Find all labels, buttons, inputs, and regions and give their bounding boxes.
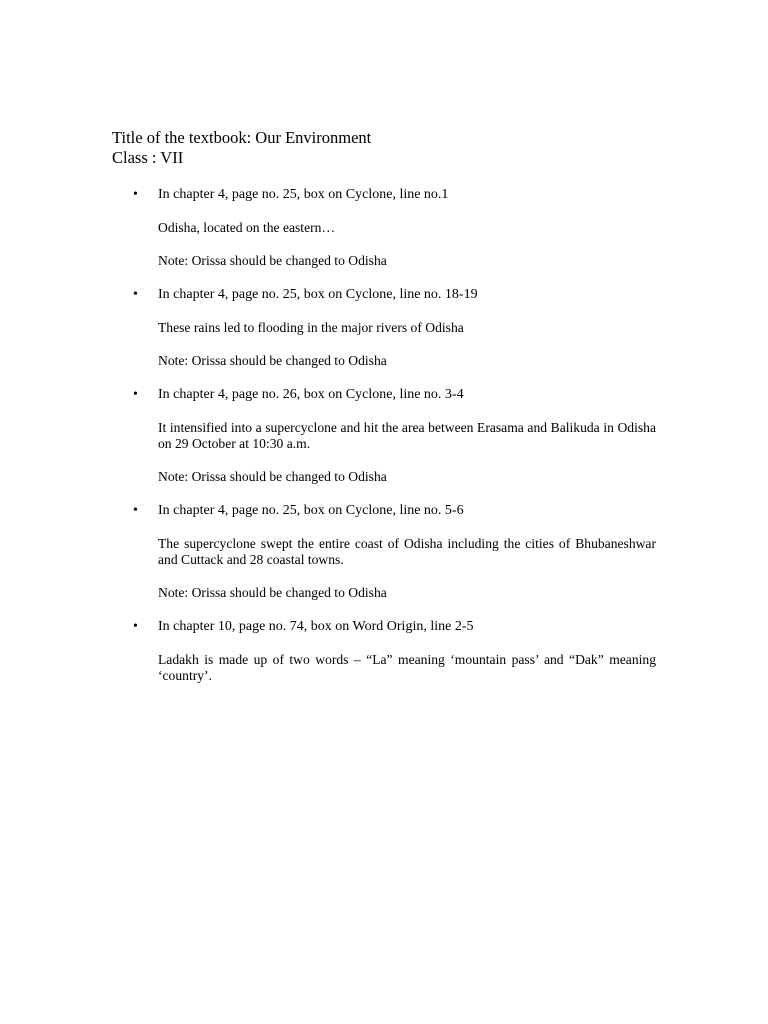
class-label: Class : VII xyxy=(112,148,184,167)
correction-item xyxy=(112,186,656,286)
bullet-icon: • xyxy=(133,619,138,634)
item-heading xyxy=(112,386,656,404)
note-line xyxy=(158,353,656,369)
item-heading xyxy=(112,618,656,636)
correction-item xyxy=(112,386,656,502)
note-label: Note: xyxy=(158,253,189,268)
textbook-title: Title of the textbook: Our Environment xyxy=(112,128,372,147)
heading-text: In chapter 4, page no. 25, box on Cyclone, line no.1 xyxy=(158,187,449,202)
item-heading xyxy=(112,286,656,304)
note-text: Orissa should be changed to Odisha xyxy=(188,353,387,368)
heading-text: In chapter 4, page no. 25, box on Cyclone, line no. 18-19 xyxy=(158,287,478,302)
heading-text: In chapter 4, page no. 26, box on Cyclone, line no. 3-4 xyxy=(158,387,464,402)
note-line xyxy=(158,585,656,601)
note-label: Note: xyxy=(158,469,189,484)
item-heading xyxy=(112,186,656,204)
quoted-text: Odisha, located on the eastern… xyxy=(158,220,336,235)
correction-list xyxy=(112,186,656,701)
quoted-text: These rains led to flooding in the major rivers of Odisha xyxy=(158,320,464,335)
bullet-icon: • xyxy=(133,387,138,402)
quoted-text: The supercyclone swept the entire coast of Odisha including the cities of Bhubaneshwar and Cuttack and 28 coastal towns. xyxy=(158,536,656,567)
note-text: Orissa should be changed to Odisha xyxy=(188,469,387,484)
bullet-icon: • xyxy=(133,187,138,202)
item-heading xyxy=(112,502,656,520)
heading-text: In chapter 4, page no. 25, box on Cyclone, line no. 5-6 xyxy=(158,503,464,518)
quoted-text: It intensified into a supercyclone and hit the area between Erasama and Balikuda in Odisha on 29 October at 10:30 a.m. xyxy=(158,420,656,451)
note-label: Note: xyxy=(158,585,189,600)
correction-item xyxy=(112,286,656,386)
bullet-icon: • xyxy=(133,503,138,518)
correction-item xyxy=(112,618,656,701)
note-text: Orissa should be changed to Odisha xyxy=(188,253,387,268)
note-line xyxy=(158,469,656,485)
note-label: Note: xyxy=(158,353,189,368)
document-header xyxy=(112,128,371,168)
note-text: Orissa should be changed to Odisha xyxy=(188,585,387,600)
heading-text: In chapter 10, page no. 74, box on Word Origin, line 2-5 xyxy=(158,619,474,634)
note-line xyxy=(158,253,656,269)
correction-item xyxy=(112,502,656,618)
bullet-icon: • xyxy=(133,287,138,302)
quoted-text: Ladakh is made up of two words – “La” meaning ‘mountain pass’ and “Dak” meaning ‘country’. xyxy=(158,652,656,683)
